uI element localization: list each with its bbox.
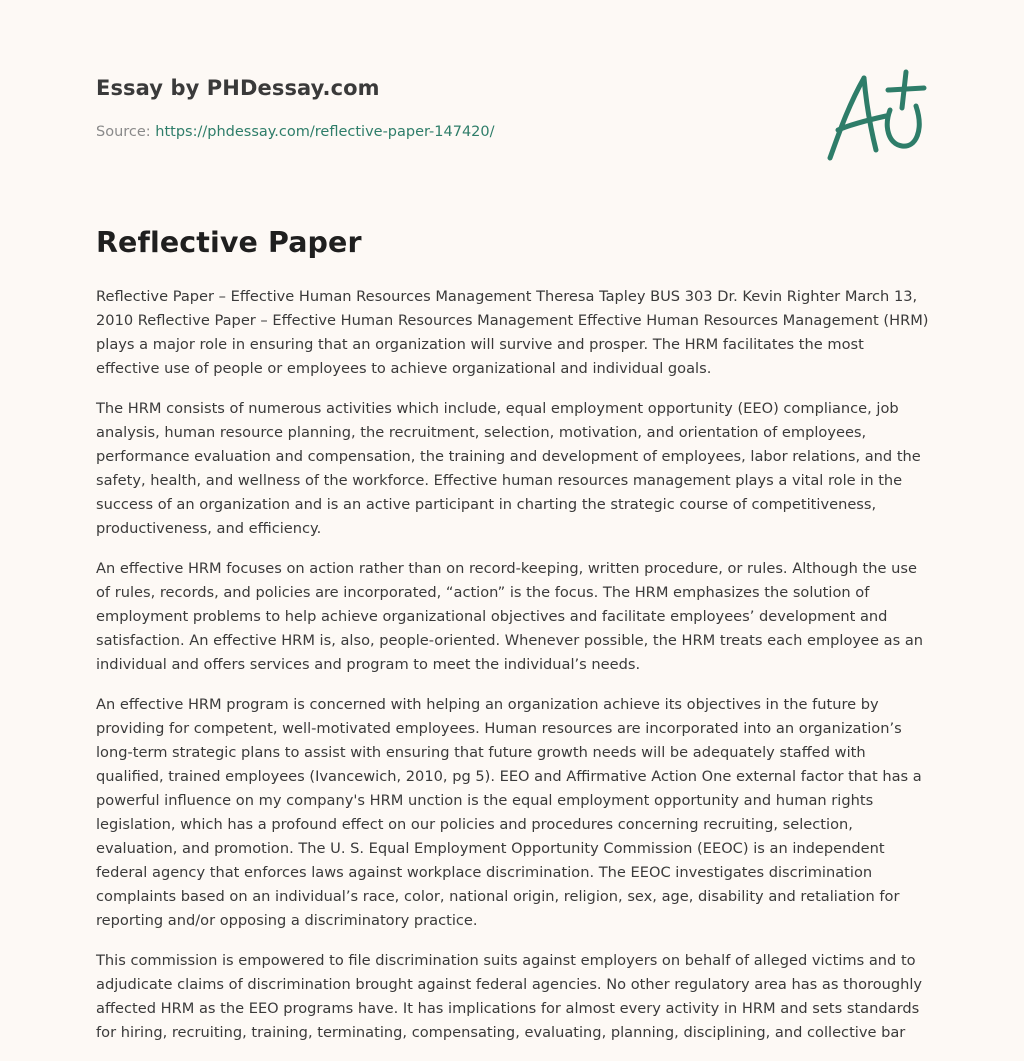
paragraph: An effective HRM focuses on action rather than on record-keeping, written procedure, or rules. Although the use of rules, records, and policies are incorporated, “action” is the focus. The HRM emphasizes the solution of employment problems to help achieve organizational objectives and facilitate employees’ development and satisfaction. An effective HRM is, also, people-oriented. Whenever possible, the HRM treats each employee as an individual and offers services and program to meet the individual’s needs. — [96, 560, 924, 673]
source-link[interactable]: https://phdessay.com/reflective-paper-147420/ — [155, 124, 495, 140]
document-body — [96, 285, 930, 1061]
paragraph: An effective HRM program is concerned with helping an organization achieve its objectives in the future by providing for competent, well-motivated employees. Human resources are incorporated into an organization’s long-term strategic plans to assist with ensuring that future growth needs will be adequately staffed with qualified, trained employees (Ivancewich, 2010, pg 5). EEO and Affirmative Action One external factor that has a powerful influence on my company's HRM unction is the equal employment opportunity and human rights legislation, which has a profound effect on our policies and procedures concerning recruiting, selection, evaluation, and promotion. The U. S. Equal Employment Opportunity Commission (EEOC) is an independent federal agency that enforces laws against workplace discrimination. The EEOC investigates discrimination complaints based on an individual’s race, color, national origin, religion, sex, age, disability and retaliation for reporting and/or opposing a discriminatory practice. — [96, 696, 922, 929]
paragraph: Reflective Paper – Effective Human Resources Management Theresa Tapley BUS 303 Dr. Kevin Righter March 13, 2010 Reflective Paper – Effective Human Resources Management Effective Human Resources Management (HRM) plays a major role in ensuring that an organization will survive and prosper. The HRM facilitates the most effective use of people or employees to achieve organizational and individual goals. — [96, 288, 929, 377]
document-title: Reflective Paper — [96, 226, 362, 259]
paragraph: The HRM consists of numerous activities which include, equal employment opportunity (EEO) compliance, job analysis, human resource planning, the recruitment, selection, motivation, and orientation of employees, performance evaluation and compensation, the training and development of employees, labor relations, and the safety, health, and wellness of the workforce. Effective human resources management plays a vital role in the success of an organization and is an active participant in charting the strategic course of competitiveness, productiveness, and efficiency. — [96, 400, 921, 537]
source-line — [96, 124, 495, 140]
source-label: Source: — [96, 124, 156, 140]
site-title: Essay by PHDessay.com — [96, 76, 380, 100]
paragraph: This commission is empowered to file discrimination suits against employers on behalf of alleged victims and to adjudicate claims of discrimination brought against federal agencies. No other regulatory area has as thoroughly affected HRM as the EEO programs have. It has implications for almost every activity in HRM and sets standards for hiring, recruiting, training, terminating, compensating, evaluating, planning, disciplining, and collective bar — [96, 952, 923, 1041]
a-plus-logo — [820, 66, 930, 166]
